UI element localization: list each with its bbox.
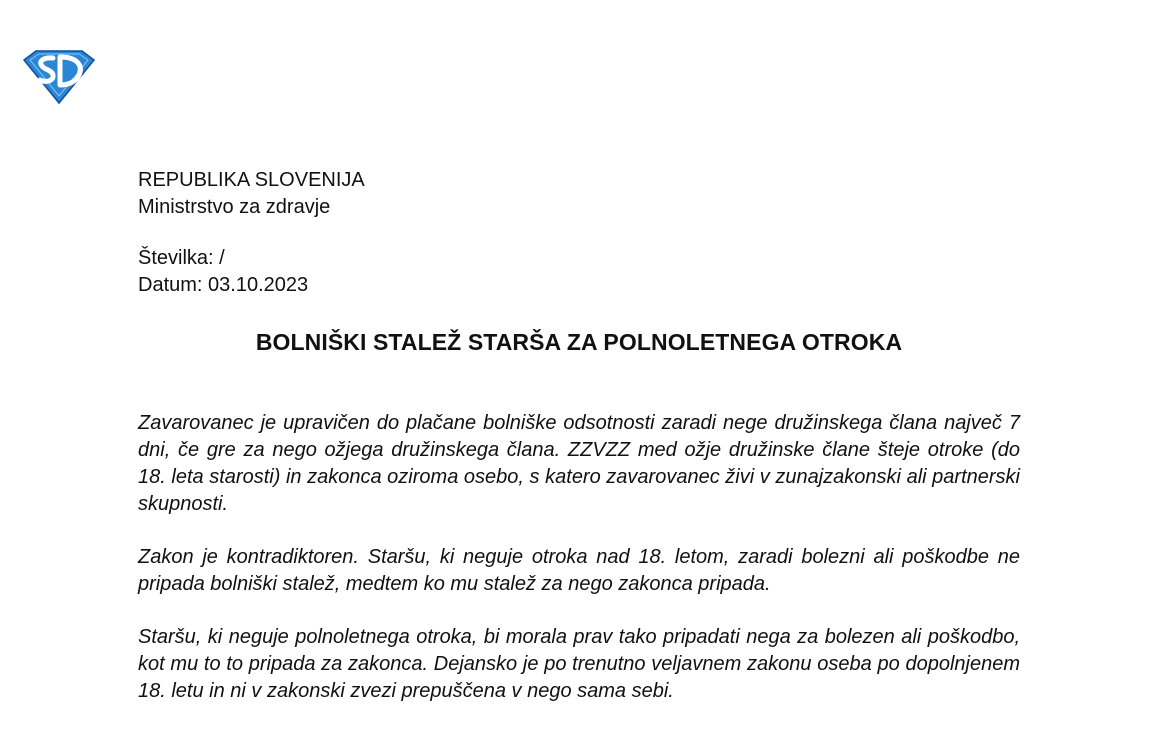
document-meta: [138, 245, 308, 299]
ministry-name: Ministrstvo za zdravje: [138, 196, 331, 218]
document-date: Datum: 03.10.2023: [138, 274, 309, 296]
republic-name: REPUBLIKA SLOVENIJA: [138, 169, 365, 191]
letterhead: [138, 167, 365, 221]
paragraph-3: Staršu, ki neguje polnoletnega otroka, bi morala prav tako pripadati nega za bolezen ali poškodbo, kot mu to to pripada za zakonca. Dejansko je po trenutno veljavnem zakonu oseba po dopolnjenem 18. letu in ni v zakonski zvezi prepuščena v nego sama sebi.: [138, 626, 1020, 702]
document-number: Številka: /: [138, 247, 225, 269]
paragraph-1: Zavarovanec je upravičen do plačane bolniške odsotnosti zaradi nege družinskega člana največ 7 dni, če gre za nego ožjega družinskega člana. ZZVZZ med ožje družinske člane šteje otroke (do 18. leta starosti) in zakonca oziroma osebo, s katero zavarovanec živi v zunajzakonski ali partnerski skupnosti.: [138, 412, 1020, 515]
logo-icon: [22, 48, 96, 106]
paragraph-2: Zakon je kontradiktoren. Staršu, ki neguje otroka nad 18. letom, zaradi bolezni ali poškodbe ne pripada bolniški stalež, medtem ko mu stalež za nego zakonca pripada.: [138, 546, 1020, 595]
document-body: [138, 410, 1020, 731]
document-title: BOLNIŠKI STALEŽ STARŠA ZA POLNOLETNEGA OTROKA: [255, 329, 903, 355]
